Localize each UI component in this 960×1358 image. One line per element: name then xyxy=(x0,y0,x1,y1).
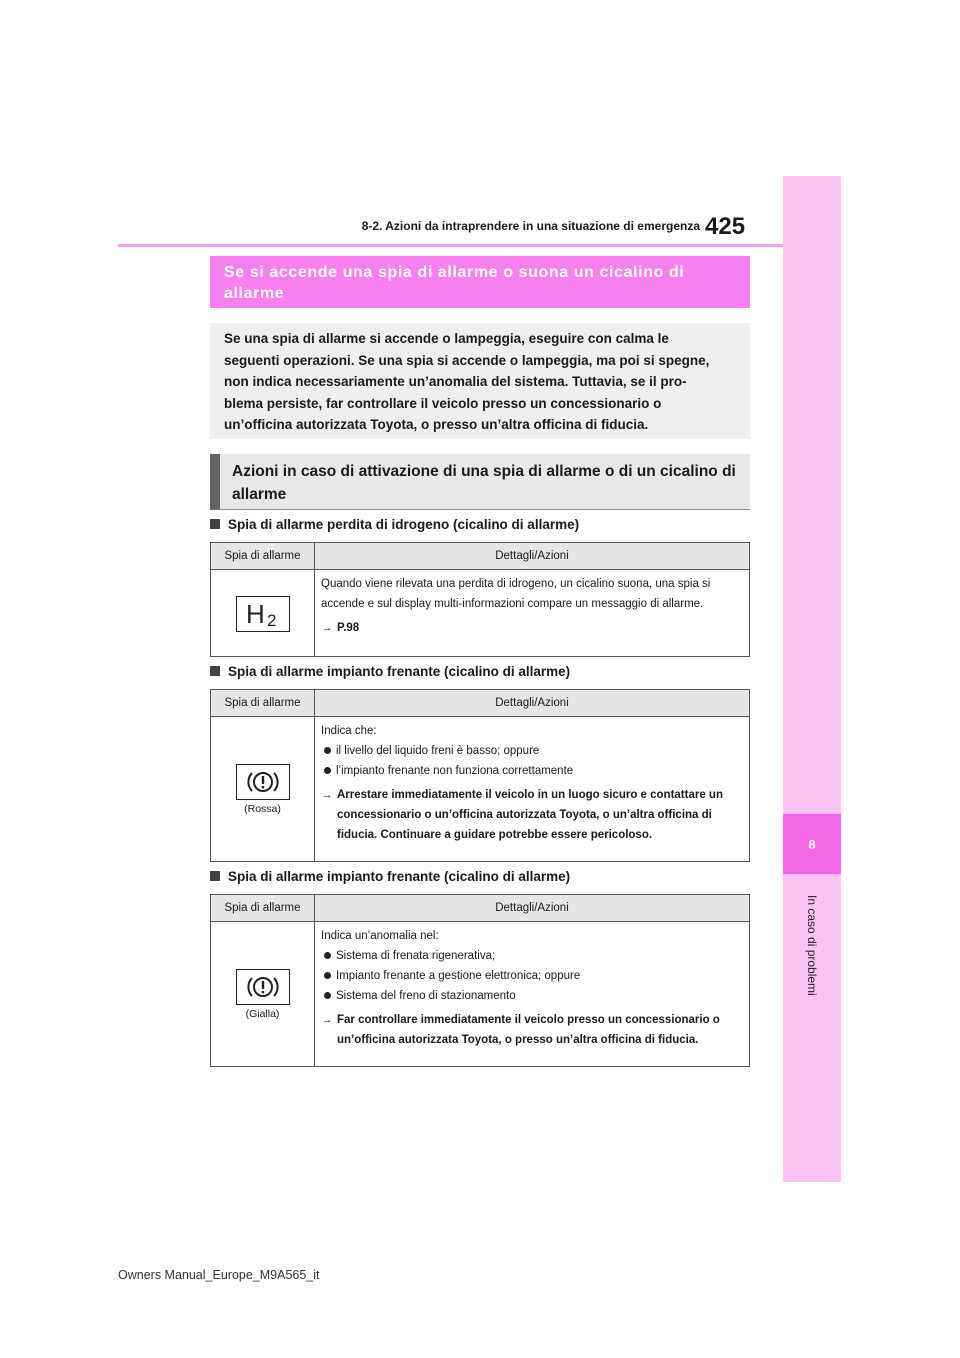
intro-line: un’officina autorizzata Toyota, o presso un’altra officina di fiducia. xyxy=(224,417,649,432)
list-item: Impianto frenante a gestione elettronica; oppure xyxy=(321,966,743,986)
page-title: Se si accende una spia di allarme o suona un cicalino di allarme xyxy=(210,256,750,308)
footer-manual-id: Owners Manual_Europe_M9A565_it xyxy=(118,1268,320,1282)
details-text: Indica che: xyxy=(321,725,377,737)
table-header-details: Dettagli/Azioni xyxy=(495,902,569,914)
warning-table xyxy=(210,689,750,862)
chapter-number-badge: 8 xyxy=(783,814,841,874)
list-item: il livello del liquido freni è basso; oppure xyxy=(321,741,743,761)
svg-text:2: 2 xyxy=(266,610,276,629)
table-header-lamp: Spia di allarme xyxy=(211,543,315,569)
square-bullet-icon xyxy=(210,871,220,881)
brake-warning-icon xyxy=(236,764,290,800)
header-rule xyxy=(118,244,783,247)
intro-box xyxy=(210,323,750,439)
intro-line: Se una spia di allarme si accende o lampeggia, eseguire con calma le xyxy=(224,331,669,346)
warning-heading: Spia di allarme impianto frenante (cicalino di allarme) xyxy=(210,869,570,884)
square-bullet-icon xyxy=(210,519,220,529)
intro-line: seguenti operazioni. Se una spia si accende o lampeggia, ma poi si spegne, xyxy=(224,352,710,368)
table-header-lamp: Spia di allarme xyxy=(211,895,315,921)
lamp-color-caption: (Rossa) xyxy=(244,803,281,815)
chapter-side-tab xyxy=(783,176,841,1182)
brake-warning-icon xyxy=(236,969,290,1005)
warning-heading: Spia di allarme perdita di idrogeno (cicalino di allarme) xyxy=(210,517,579,532)
warning-table xyxy=(210,894,750,1067)
lamp-color-caption: (Gialla) xyxy=(245,1008,280,1020)
h2-hydrogen-warning-icon xyxy=(236,596,290,632)
warning-table xyxy=(210,542,750,657)
action-text: → Arrestare immediatamente il veicolo in un luogo sicuro e contattare un concessionario o un’officina autorizzata Toyota, o un’altra officina di fiducia. Continuare a guidare potrebbe essere pericoloso. xyxy=(321,789,723,841)
list-item: l’impianto frenante non funziona correttamente xyxy=(321,761,743,781)
page-number: 425 xyxy=(705,213,746,240)
list-item: Sistema di frenata rigenerativa; xyxy=(321,946,743,966)
details-text: Indica un’anomalia nel: xyxy=(321,930,439,942)
running-header: 8-2. Azioni da intraprendere in una situazione di emergenza xyxy=(361,219,700,233)
list-item: Sistema del freno di stazionamento xyxy=(321,986,743,1006)
table-header-lamp: Spia di allarme xyxy=(211,690,315,716)
warning-heading: Spia di allarme impianto frenante (cicalino di allarme) xyxy=(210,664,570,679)
table-header-details: Dettagli/Azioni xyxy=(495,550,569,562)
intro-line: non indica necessariamente un’anomalia del sistema. Tuttavia, se il pro- xyxy=(224,374,687,389)
table-header-details: Dettagli/Azioni xyxy=(495,697,569,709)
section-header: Azioni in caso di attivazione di una spia di allarme o di un cicalino di allarme xyxy=(210,454,750,510)
svg-text:H: H xyxy=(245,598,265,629)
action-text: → Far controllare immediatamente il veicolo presso un concessionario o un’officina autorizzata Toyota, o presso un’altra officina di fiducia. xyxy=(321,1014,720,1046)
page-reference-link[interactable]: → P.98 xyxy=(321,622,360,634)
square-bullet-icon xyxy=(210,666,220,676)
intro-line: blema persiste, far controllare il veicolo presso un concessionario o xyxy=(224,395,662,411)
chapter-label: In caso di problemi xyxy=(805,894,819,996)
details-text: Quando viene rilevata una perdita di idrogeno, un cicalino suona, una spia si accende e sul display multi-informazioni compare un messaggio di allarme. xyxy=(321,578,711,610)
